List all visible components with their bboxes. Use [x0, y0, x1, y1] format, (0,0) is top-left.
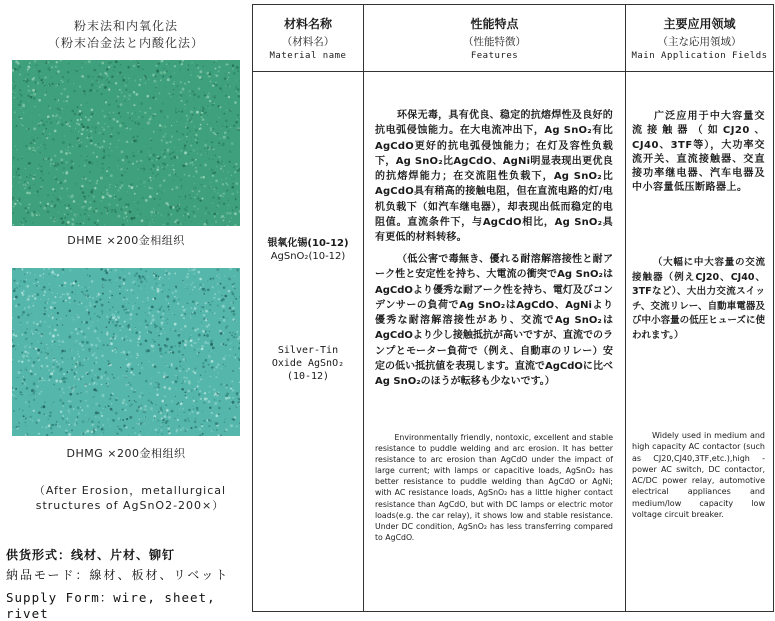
features-cell — [364, 72, 626, 612]
applications-text-ja: （大幅に中大容量の交流接触器（例えCJ20、CJ40、3TFなど）、大出力交流スイッチ、交流リレー、自動車電器及び中小容量の低圧ヒューズに使われます。） — [632, 257, 765, 341]
material-name-en-2: Oxide AgSnO₂ — [271, 358, 345, 369]
erosion-caption-line2: structures of AgSnO2-200×） — [35, 499, 225, 512]
left-panel — [0, 0, 252, 621]
header-material-name — [253, 5, 364, 72]
table-header-row — [253, 5, 774, 72]
applications-cell — [626, 72, 774, 612]
header-material-zh: 材料名称 — [283, 17, 332, 31]
method-title-ja: （粉末冶金法と内酸化法） — [47, 36, 204, 50]
header-applications-en: Main Application Fields — [631, 51, 768, 61]
header-applications-zh: 主要应用领域 — [663, 17, 736, 31]
material-formula: AgSnO₂(10-12) — [270, 251, 346, 262]
material-table — [252, 4, 774, 612]
micrograph-dhme — [12, 60, 240, 226]
features-text-ja: （低公害で毒無き、優れる耐溶解溶接性と耐アーク性と安定性を持ち、大電流の衝突でAg SnO₂はAgCdOより優秀な耐アーク性を持ち、電灯及びコンデンサーの負荷でAg SnO₂はAgCdO、AgNiより優秀な耐溶解溶接性があり、交流でAg SnO₂はAgCdOより少し接触抵抗が高いですが、直流でのランプとモーター負荷で（例え、自動車のリレー）安定の低い抵抗値を表現します。直流でAgCdOに比べAg SnO₂のほうが転移も少ないです。） — [375, 254, 613, 388]
header-features — [364, 5, 626, 72]
micrograph-dhmg-caption: DHMG ×200金相组织 — [66, 447, 186, 460]
supply-form-ja: 納品モード：線材、板材、リベット — [6, 568, 230, 582]
table-row — [253, 72, 774, 612]
micrograph-dhmg-image — [12, 268, 240, 436]
header-features-zh: 性能特点 — [470, 17, 519, 31]
header-features-en: Features — [470, 51, 519, 61]
micrograph-dhme-caption: DHME ×200金相组织 — [67, 234, 185, 247]
header-material-en: Material name — [269, 51, 347, 61]
material-name-en-3: (10-12) — [286, 371, 330, 382]
material-name-cell — [253, 72, 364, 612]
supply-form-en: Supply Form：wire, sheet, rivet — [6, 590, 216, 621]
method-title-zh: 粉末法和内氧化法 — [73, 19, 178, 33]
features-text-zh: 环保无毒，具有优良、稳定的抗熔焊性及良好的抗电弧侵蚀能力。在大电流冲出下，Ag SnO₂有比AgCdO更好的抗电弧侵蚀能力；在灯及容性负载下，Ag SnO₂比AgCdO、AgNi明显表现出更优良的抗熔焊能力；在交流阻性负载下，Ag SnO₂比AgCdO具有稍高的接触电阻，但在直流电路的灯/电机负载下（如汽车继电器），却表现出低而稳定的电阻值。直流条件下，与AgCdO相比，Ag SnO₂具有更低的材料转移。 — [375, 110, 613, 244]
header-material-ja: （材料名） — [281, 36, 335, 48]
features-text-en: Environmentally friendly, nontoxic, excellent and stable resistance to puddle welding and arc erosion. It has better resistance to arc erosion than AgCdO under the impact of large current; with lamps or capacitive loads, AgSnO₂ has better resistance to puddle welding than AgCdO or AgNi; with AC resistance loads, AgSnO₂ has a little higher contact resistance than AgCdO, but with DC lamps or electric motor loads(e.g. the car relay), it shows low and stable resistance. Under DC condition, AgSnO₂ has less transferring compared to AgCdO. — [375, 433, 613, 542]
material-name-zh: 银氧化锡(10-12) — [267, 238, 349, 249]
micrograph-dhmg — [12, 268, 240, 436]
header-features-ja: （性能特徴） — [463, 36, 526, 48]
applications-text-zh: 广泛应用于中大容量交流接触器（如CJ20、CJ40、3TF等），大功率交流开关、直流接触器、交直接功率继电器、汽车电器及中小容量低压断路器上。 — [632, 111, 765, 194]
applications-text-en: Widely used in medium and high capacity AC contactor (such as CJ20,CJ40,3TF,etc.),high -power AC switch, DC contactor, AC/DC power relay, automotive electrical appliances and medium/low capacity low voltage circuit breaker. — [632, 431, 765, 520]
supply-form-zh: 供货形式：线材、片材、铆钉 — [6, 548, 176, 562]
erosion-caption-line1: （After Erosion，metallurgical — [33, 484, 227, 497]
header-applications — [626, 5, 774, 72]
micrograph-dhme-image — [12, 60, 240, 226]
header-applications-ja: （主な応用領域） — [657, 36, 742, 48]
material-name-en-1: Silver-Tin — [277, 345, 339, 356]
